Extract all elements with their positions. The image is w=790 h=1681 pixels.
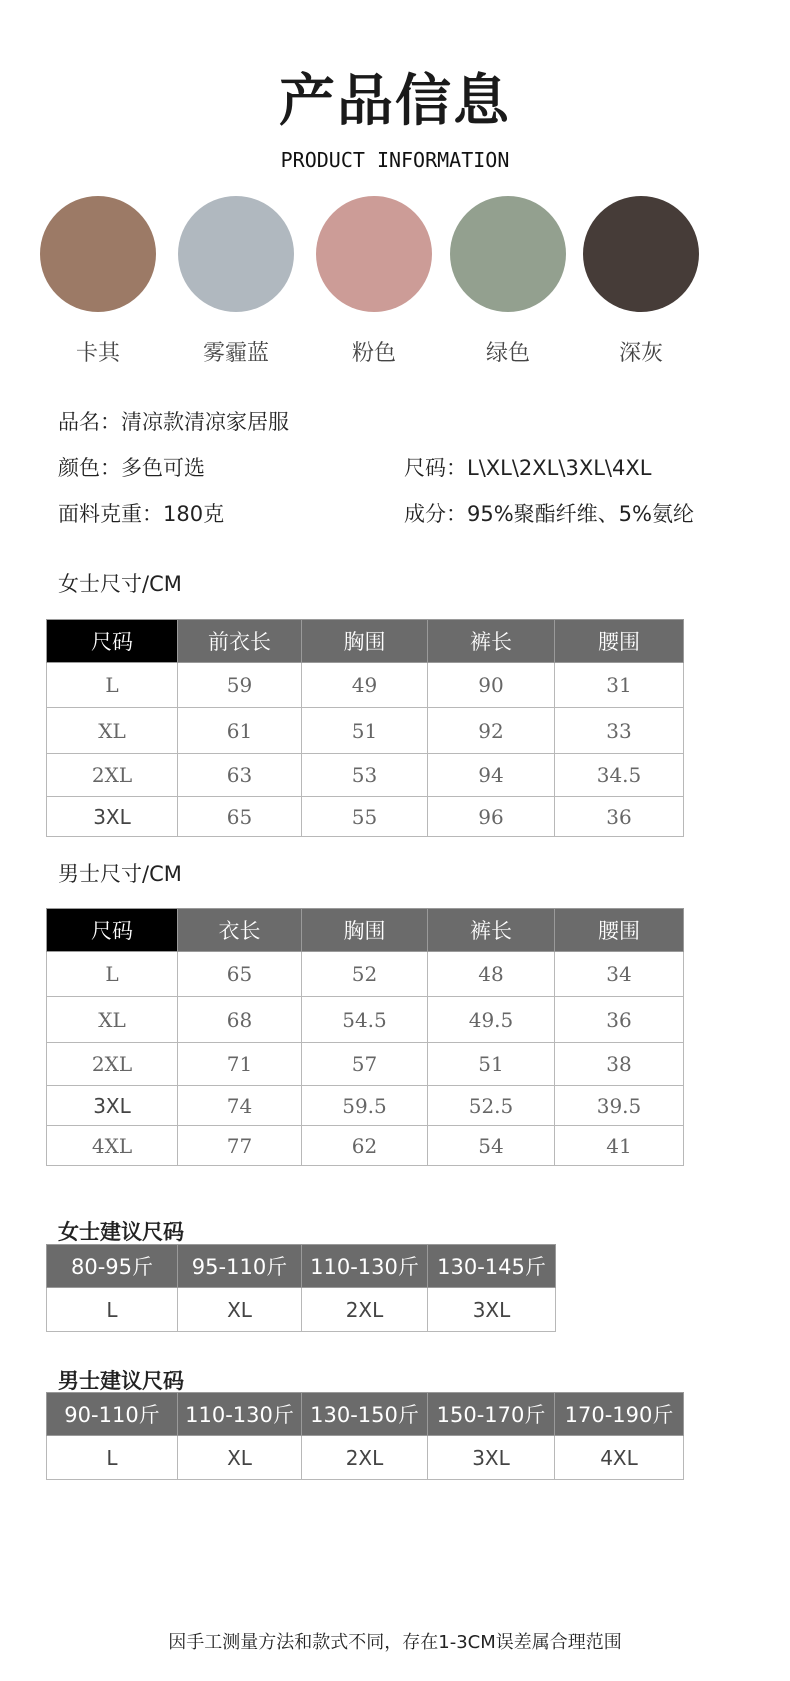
color-label: 绿色 [485,341,530,366]
column-header: 裤长 [428,909,555,952]
color-dot [450,196,566,312]
column-header: 腰围 [555,620,684,663]
table-cell: 39.5 [555,1086,684,1126]
table-cell: 4XL [47,1126,178,1166]
column-header: 胸围 [302,620,428,663]
table-cell: 3XL [47,1086,178,1126]
table-cell: 49 [302,663,428,708]
column-header: 衣长 [178,909,302,952]
table-cell: 52 [302,952,428,997]
table-cell: 62 [302,1126,428,1166]
table-cell: 74 [178,1086,302,1126]
table-cell: 65 [178,952,302,997]
table-row [47,663,684,708]
color-swatch-green[interactable] [448,196,568,367]
page-subtitle: PRODUCT INFORMATION [280,148,510,172]
column-header: 110-130斤 [178,1393,302,1436]
table-row [47,997,684,1043]
table-cell: 52.5 [428,1086,555,1126]
table-cell: 55 [302,797,428,837]
table-row [47,754,684,797]
men-size-title: 男士尺寸/CM [58,862,182,886]
table-cell: 57 [302,1043,428,1086]
table-cell: 3XL [428,1436,555,1480]
color-label: 粉色 [351,341,396,366]
measurement-note: 因手工测量方法和款式不同，存在1-3CM误差属合理范围 [168,1632,622,1653]
women-size-title: 女士尺寸/CM [58,572,182,596]
table-cell: 59.5 [302,1086,428,1126]
color-dot [40,196,156,312]
color-swatches [0,196,790,376]
column-header: 95-110斤 [178,1245,302,1288]
table-header-row [47,909,684,952]
table-cell: XL [178,1436,302,1480]
column-header: 尺码 [47,620,178,663]
info-sizes: 尺码：L\XL\2XL\3XL\4XL [404,456,652,480]
table-header-row [47,1245,556,1288]
table-row [47,952,684,997]
table-cell: 2XL [47,1043,178,1086]
table-cell: 3XL [47,797,178,837]
table-cell: 61 [178,708,302,754]
column-header: 130-150斤 [302,1393,428,1436]
column-header: 130-145斤 [428,1245,556,1288]
women-recommend-title: 女士建议尺码 [58,1220,184,1244]
table-cell: XL [178,1288,302,1332]
table-cell: 63 [178,754,302,797]
table-cell: 94 [428,754,555,797]
column-header: 裤长 [428,620,555,663]
column-header: 110-130斤 [302,1245,428,1288]
table-row [47,1288,556,1332]
table-cell: 68 [178,997,302,1043]
table-cell: 59 [178,663,302,708]
table-row [47,797,684,837]
table-cell: L [47,1288,178,1332]
table-row [47,1043,684,1086]
table-cell: 4XL [555,1436,684,1480]
color-label: 雾霾蓝 [202,341,269,366]
men-recommend-table [46,1392,684,1480]
info-fabric-weight: 面料克重：180克 [58,502,225,526]
color-swatch-pink[interactable] [314,196,434,367]
table-cell: 65 [178,797,302,837]
table-cell: 31 [555,663,684,708]
column-header: 胸围 [302,909,428,952]
column-header: 尺码 [47,909,178,952]
table-cell: 2XL [47,754,178,797]
table-row [47,1086,684,1126]
table-header-row [47,620,684,663]
table-cell: 77 [178,1126,302,1166]
color-label: 卡其 [75,341,120,366]
info-product-name: 品名：清凉款清凉家居服 [58,410,289,434]
table-cell: 36 [555,797,684,837]
table-cell: 34 [555,952,684,997]
table-cell: 36 [555,997,684,1043]
color-swatch-haze-blue[interactable] [176,196,296,367]
table-cell: 2XL [302,1288,428,1332]
table-cell: XL [47,708,178,754]
column-header: 前衣长 [178,620,302,663]
info-color: 颜色：多色可选 [58,456,205,480]
men-size-table [46,908,684,1166]
info-composition: 成分：95%聚酯纤维、5%氨纶 [404,502,694,526]
women-size-table [46,619,684,837]
table-cell: 3XL [428,1288,556,1332]
column-header: 150-170斤 [428,1393,555,1436]
color-swatch-dark-gray[interactable] [581,196,701,367]
table-cell: 51 [428,1043,555,1086]
table-cell: 71 [178,1043,302,1086]
table-cell: 54.5 [302,997,428,1043]
color-swatch-khaki[interactable] [38,196,158,367]
table-cell: 49.5 [428,997,555,1043]
table-cell: 54 [428,1126,555,1166]
table-cell: 51 [302,708,428,754]
table-cell: 33 [555,708,684,754]
men-recommend-title: 男士建议尺码 [58,1369,184,1393]
color-dot [178,196,294,312]
women-recommend-table [46,1244,556,1332]
table-cell: 38 [555,1043,684,1086]
table-header-row [47,1393,684,1436]
table-row [47,1436,684,1480]
table-cell: 2XL [302,1436,428,1480]
color-dot [316,196,432,312]
column-header: 80-95斤 [47,1245,178,1288]
table-row [47,708,684,754]
table-row [47,1126,684,1166]
page-title: 产品信息 [279,69,511,134]
table-cell: L [47,663,178,708]
table-cell: L [47,952,178,997]
color-label: 深灰 [618,341,663,366]
column-header: 腰围 [555,909,684,952]
table-cell: L [47,1436,178,1480]
table-cell: 90 [428,663,555,708]
table-cell: 41 [555,1126,684,1166]
column-header: 90-110斤 [47,1393,178,1436]
color-dot [583,196,699,312]
column-header: 170-190斤 [555,1393,684,1436]
table-cell: 53 [302,754,428,797]
table-cell: 96 [428,797,555,837]
table-cell: 34.5 [555,754,684,797]
table-cell: 48 [428,952,555,997]
table-cell: XL [47,997,178,1043]
table-cell: 92 [428,708,555,754]
